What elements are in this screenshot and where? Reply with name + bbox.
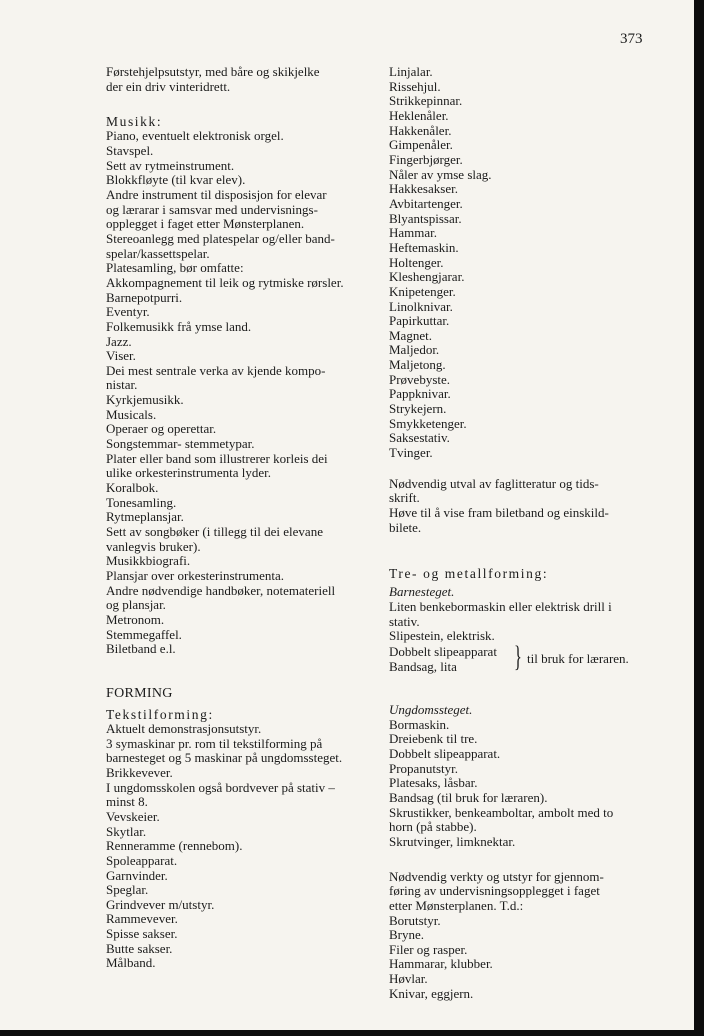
list-item: og plansjar.: [106, 597, 166, 613]
list-item: Smykketenger.: [389, 415, 467, 431]
list-item: Nødvendig verkty og utstyr for gjennom-: [389, 868, 604, 884]
list-item: Plansjar over orkesterinstrumenta.: [106, 568, 284, 583]
text-line: der ein driv vinteridrett.: [106, 78, 231, 94]
tekstil-list: [106, 722, 361, 971]
list-item: Bryne.: [389, 927, 425, 943]
list-item: Saksestativ.: [389, 430, 450, 446]
list-item: Bandsag (til bruk for læraren).: [389, 789, 548, 805]
list-item: Akkompagnement til leik og rytmiske rørsler.: [106, 274, 344, 290]
list-item: Rammevever.: [106, 911, 178, 927]
section-heading-musikk: Musikk:: [106, 114, 163, 130]
list-item: Tvinger.: [389, 445, 433, 461]
musikk-list: [106, 129, 361, 657]
list-item: Spisse sakser.: [106, 926, 178, 942]
curly-brace-icon: }: [514, 639, 522, 673]
note-paragraph: [389, 477, 644, 536]
brace-group: [389, 639, 644, 674]
tools-list: [389, 65, 644, 461]
list-item: Garnvinder.: [106, 867, 168, 883]
list-item: Operaer og operettar.: [106, 421, 217, 437]
intro-paragraph: [106, 65, 361, 94]
subheading-barnesteget: Barnesteget.: [389, 584, 455, 600]
list-item: og lærarar i samsvar med undervisnings-: [106, 201, 318, 217]
subheading-ungdomssteget: Ungdomssteget.: [389, 701, 473, 717]
list-item: opplegget i faget etter Mønsterplanen.: [106, 216, 305, 232]
list-item: Folkemusikk frå ymse land.: [106, 318, 252, 334]
note-paragraph: [389, 870, 644, 914]
brace-note: til bruk for læraren.: [527, 650, 629, 666]
list-item: Nåler av ymse slag.: [389, 166, 492, 182]
list-item: Heklenåler.: [389, 107, 449, 123]
list-item: Brikkevever.: [106, 764, 173, 780]
list-item: Stavspel.: [106, 142, 154, 158]
list-item: stativ.: [389, 613, 420, 629]
list-item: Jazz.: [106, 333, 132, 349]
list-item: Kyrkjemusikk.: [106, 392, 184, 408]
list-item: skrift.: [389, 490, 420, 506]
list-item: Heftemaskin.: [389, 239, 459, 255]
list-item: Holtenger.: [389, 254, 444, 270]
list-item: Fingerbjørger.: [389, 151, 463, 167]
list-item: Dobbelt slipeapparat: [389, 643, 497, 659]
list-item: Høvlar.: [389, 971, 428, 987]
list-item: Høve til å vise fram biletband og einskild-: [389, 505, 609, 521]
list-item: Maljedor.: [389, 342, 440, 358]
list-item: Eventyr.: [106, 304, 150, 320]
list-item: føring av undervisningsopplegget i faget: [389, 883, 600, 899]
ungdomssteget-list: [389, 718, 644, 850]
list-item: Stereoanlegg med platespelar og/eller band-: [106, 230, 335, 246]
list-item: Bormaskin.: [389, 716, 450, 732]
scan-edge: [0, 1030, 704, 1036]
list-item: Koralbok.: [106, 480, 159, 496]
list-item: spelar/kassettspelar.: [106, 245, 210, 261]
list-item: Andre nødvendige handbøker, notemateriell: [106, 582, 336, 598]
list-item: Slipestein, elektrisk.: [389, 628, 495, 644]
list-item: Sett av songbøker (i tillegg til dei elevane: [106, 524, 323, 540]
list-item: Musicals.: [106, 406, 157, 422]
list-item: Papirkuttar.: [389, 313, 450, 329]
list-item: Dei mest sentrale verka av kjende kompo-: [106, 362, 326, 378]
list-item: Strykejern.: [389, 401, 447, 417]
list-item: Andre instrument til disposisjon for elevar: [106, 186, 327, 202]
list-item: Strikkepinnar.: [389, 93, 463, 109]
list-item: horn (på stabbe).: [389, 819, 477, 835]
list-item: Skrutvinger, limknektar.: [389, 833, 516, 849]
right-column: [389, 65, 644, 1001]
list-item: Linjalar.: [389, 64, 433, 79]
list-item: Prøvebyste.: [389, 371, 451, 387]
list-item: Gimpenåler.: [389, 137, 453, 153]
list-item: Sett av rytmeinstrument.: [106, 157, 235, 173]
list-item: Platesaks, låsbar.: [389, 775, 478, 791]
list-item: Skrustikker, benkeamboltar, ambolt med to: [389, 804, 614, 820]
list-item: Speglar.: [106, 882, 149, 898]
list-item: Piano, eventuelt elektronisk orgel.: [106, 128, 284, 144]
page-number: 373: [620, 31, 643, 47]
list-item: I ungdomsskolen også bordvever på stativ –: [106, 779, 335, 795]
list-item: Platesamling, bør omfatte:: [106, 260, 244, 276]
list-item: Avbitartenger.: [389, 195, 463, 211]
list-item: Tonesamling.: [106, 494, 177, 510]
list-item: Skytlar.: [106, 823, 147, 839]
list-item: Biletband e.l.: [106, 641, 176, 657]
list-item: bilete.: [389, 519, 422, 535]
list-item: Kleshengjarar.: [389, 269, 465, 285]
list-item: Blokkfløyte (til kvar elev).: [106, 172, 246, 188]
final-list: [389, 914, 644, 1002]
list-item: Knipetenger.: [389, 283, 456, 299]
list-item: Butte sakser.: [106, 940, 173, 956]
list-item: Plater eller band som illustrerer korleis dei: [106, 450, 328, 466]
list-item: Hammarar, klubber.: [389, 956, 493, 972]
list-item: minst 8.: [106, 794, 148, 810]
list-item: Målband.: [106, 955, 156, 971]
list-item: Renneramme (rennebom).: [106, 838, 243, 854]
list-item: Bandsag, lita: [389, 658, 457, 674]
list-item: Filer og rasper.: [389, 941, 468, 957]
list-item: Rissehjul.: [389, 78, 441, 94]
text-line: Førstehjelpsutstyr, med båre og skikjelke: [106, 64, 320, 79]
list-item: nistar.: [106, 377, 138, 393]
list-item: Hakkesakser.: [389, 181, 458, 197]
list-item: Hakkenåler.: [389, 122, 452, 138]
section-heading-forming: FORMING: [106, 685, 173, 701]
list-item: Dobbelt slipeapparat.: [389, 745, 501, 761]
list-item: Liten benkebormaskin eller elektrisk drill i: [389, 599, 612, 614]
list-item: Aktuelt demonstrasjonsutstyr.: [106, 720, 262, 736]
left-column: [106, 65, 361, 971]
list-item: Knivar, eggjern.: [389, 985, 474, 1001]
list-item: Grindvever m/utstyr.: [106, 896, 215, 912]
list-item: etter Mønsterplanen. T.d.:: [389, 897, 524, 913]
list-item: Spoleapparat.: [106, 852, 178, 868]
barnesteget-list: [389, 600, 644, 644]
list-item: Magnet.: [389, 327, 432, 343]
list-item: Pappknivar.: [389, 386, 451, 402]
list-item: Nødvendig utval av faglitteratur og tids-: [389, 475, 599, 491]
list-item: Vevskeier.: [106, 808, 160, 824]
list-item: Viser.: [106, 348, 136, 364]
list-item: Stemmegaffel.: [106, 626, 182, 642]
list-item: Dreiebenk til tre.: [389, 731, 478, 747]
list-item: Songstemmar- stemmetypar.: [106, 436, 255, 452]
list-item: Linolknivar.: [389, 298, 453, 314]
list-item: Barnepotpurri.: [106, 289, 183, 305]
list-item: Rytmeplansjar.: [106, 509, 184, 525]
list-item: Musikkbiografi.: [106, 553, 191, 569]
list-item: ulike orkesterinstrumenta lyder.: [106, 465, 271, 481]
list-item: Metronom.: [106, 611, 165, 627]
list-item: Borutstyr.: [389, 912, 441, 928]
list-item: Maljetong.: [389, 357, 446, 373]
list-item: Propanutstyr.: [389, 760, 458, 776]
list-item: Blyantspissar.: [389, 210, 462, 226]
section-heading-tekstilforming: Tekstilforming:: [106, 706, 214, 722]
list-item: 3 symaskinar pr. rom til tekstilforming på: [106, 735, 323, 751]
section-heading-tre-metall: Tre- og metallforming:: [389, 566, 549, 582]
list-item: Hammar.: [389, 225, 438, 241]
list-item: vanlegvis bruker).: [106, 538, 201, 554]
scan-edge: [694, 0, 704, 1036]
list-item: barnesteget og 5 maskinar på ungdomssteget.: [106, 750, 343, 766]
